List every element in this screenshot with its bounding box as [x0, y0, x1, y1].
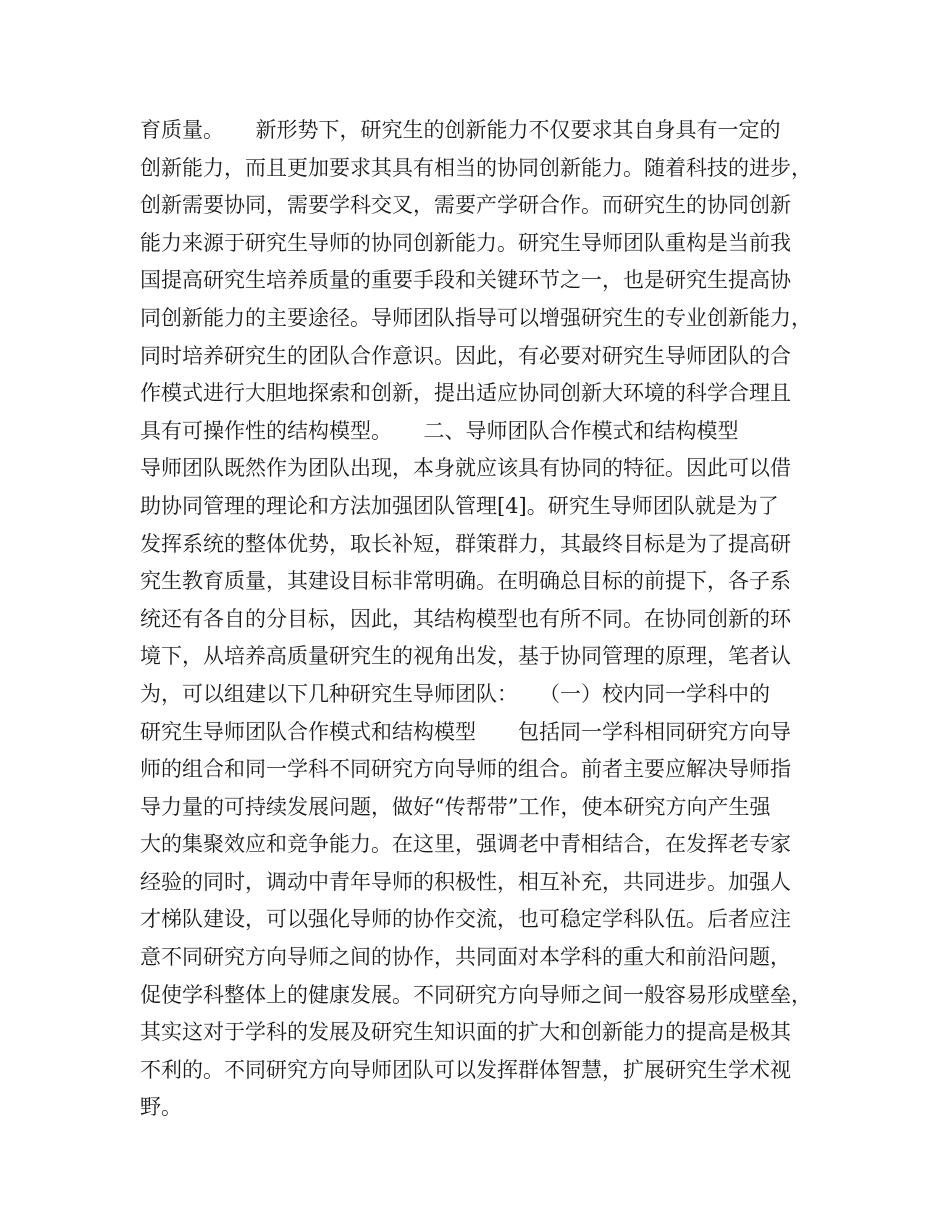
text-line: 才梯队建设，可以强化导师的协作交流，也可稳定学科队伍。后者应注 [140, 907, 791, 932]
text-line: 具有可操作性的结构模型。 二、导师团队合作模式和结构模型 [140, 418, 739, 443]
text-line: 助协同管理的理论和方法加强团队管理[4]。研究生导师团队就是为了 [140, 493, 779, 518]
text-line: 创新需要协同，需要学科交叉，需要产学研合作。而研究生的协同创新 [140, 193, 791, 218]
text-line: 同时培养研究生的团队合作意识。因此，有必要对研究生导师团队的合 [140, 343, 791, 368]
text-line: 研究生导师团队合作模式和结构模型 包括同一学科相同研究方向导 [140, 719, 791, 744]
text-line: 师的组合和同一学科不同研究方向导师的组合。前者主要应解决导师指 [140, 757, 791, 782]
text-line: 育质量。 新形势下，研究生的创新能力不仅要求其自身具有一定的 [140, 118, 781, 142]
text-line: 意不同研究方向导师之间的协作，共同面对本学科的重大和前沿问题， [140, 945, 791, 970]
text-line: 不利的。不同研究方向导师团队可以发挥群体智慧，扩展研究生学术视 [140, 1057, 791, 1082]
text-line: 导力量的可持续发展问题，做好“传帮带”工作，使本研究方向产生强 [140, 794, 771, 819]
text-line: 发挥系统的整体优势，取长补短，群策群力，其最终目标是为了提高研 [140, 531, 791, 556]
text-line: 其实这对于学科的发展及研究生知识面的扩大和创新能力的提高是极其 [140, 1020, 791, 1045]
text-line: 野。 [140, 1095, 182, 1120]
text-line: 经验的同时，调动中青年导师的积极性，相互补充，共同进步。加强人 [140, 869, 791, 894]
text-line: 能力来源于研究生导师的协同创新能力。研究生导师团队重构是当前我 [140, 230, 791, 255]
text-line: 为，可以组建以下几种研究生导师团队： （一）校内同一学科中的 [140, 681, 770, 706]
text-line: 同创新能力的主要途径。导师团队指导可以增强研究生的专业创新能力， [140, 305, 812, 330]
text-line: 导师团队既然作为团队出现，本身就应该具有协同的特征。因此可以借 [140, 456, 791, 481]
text-line: 大的集聚效应和竞争能力。在这里，强调老中青相结合，在发挥老专家 [140, 832, 791, 857]
text-line: 国提高研究生培养质量的重要手段和关键环节之一，也是研究生提高协 [140, 268, 791, 293]
text-line: 作模式进行大胆地探索和创新，提出适应协同创新大环境的科学合理且 [140, 381, 791, 406]
text-line: 究生教育质量，其建设目标非常明确。在明确总目标的前提下，各子系 [140, 569, 791, 594]
text-line: 促使学科整体上的健康发展。不同研究方向导师之间一般容易形成壁垒， [140, 982, 812, 1007]
body-text [140, 112, 820, 1127]
text-line: 统还有各自的分目标，因此，其结构模型也有所不同。在协同创新的环 [140, 606, 791, 631]
text-line: 境下，从培养高质量研究生的视角出发，基于协同管理的原理，笔者认 [140, 644, 791, 669]
text-line: 创新能力，而且更加要求其具有相当的协同创新能力。随着科技的进步， [140, 155, 812, 180]
